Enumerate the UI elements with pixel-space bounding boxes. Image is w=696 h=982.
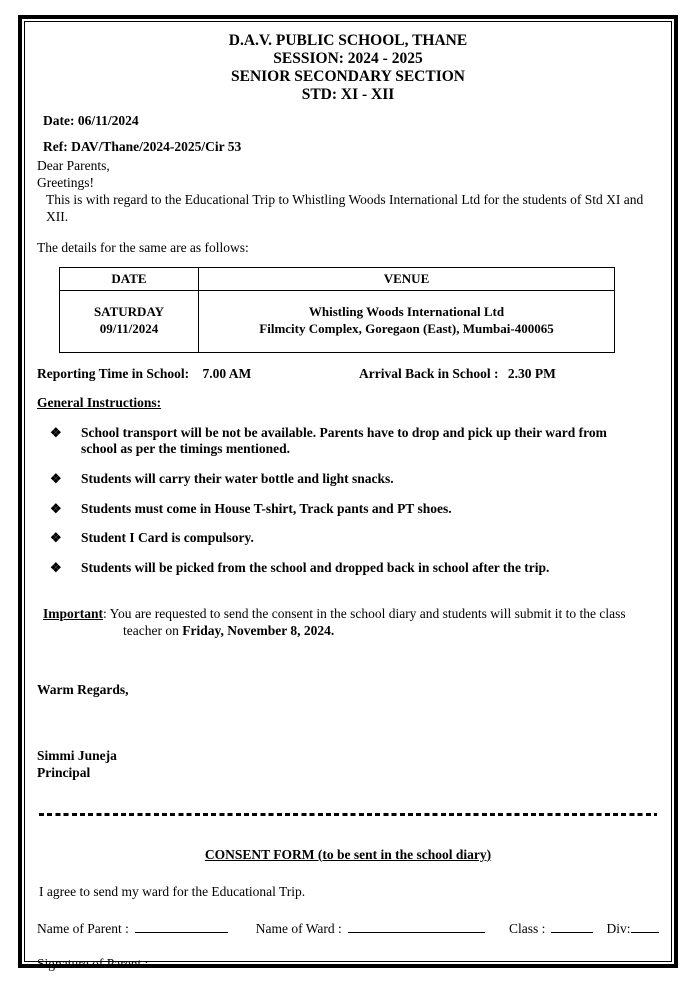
diamond-bullet-icon: ❖ [50, 530, 62, 546]
page-border-outer [18, 15, 678, 971]
signature-blank [154, 955, 335, 968]
timings-row [37, 366, 659, 383]
div-blank [631, 920, 659, 933]
trip-date-cell [60, 291, 199, 353]
reporting-time [37, 366, 359, 383]
signature-row [37, 955, 659, 973]
consent-agree-statement: I agree to send my ward for the Educational Trip. [39, 884, 306, 900]
regards-line: Warm Regards, [37, 682, 129, 698]
diamond-bullet-icon: ❖ [50, 500, 62, 516]
arrival-time-label: Arrival Back in School : [359, 366, 499, 382]
school-name: D.A.V. PUBLIC SCHOOL, THANE [228, 32, 468, 49]
trip-table [59, 267, 615, 353]
diamond-bullet-icon: ❖ [50, 560, 62, 576]
instructions-list [37, 425, 659, 577]
instruction-text: Student I Card is compulsory. [81, 530, 254, 546]
important-deadline: Friday, November 8, 2024. [182, 622, 335, 638]
important-label: Important [43, 605, 103, 621]
trip-date: 09/11/2024 [99, 321, 159, 337]
column-header-venue: VENUE [199, 268, 615, 291]
reporting-time-label: Reporting Time in School: [37, 366, 190, 382]
trip-day: SATURDAY [93, 304, 165, 320]
salutation: Dear Parents, [37, 158, 110, 174]
instruction-item [37, 471, 659, 488]
session-line: SESSION: 2024 - 2025 [273, 50, 423, 67]
instruction-text: Students will carry their water bottle and light snacks. [81, 470, 394, 486]
instruction-text: Students must come in House T-shirt, Track pants and PT shoes. [81, 500, 452, 516]
name-of-parent-blank [135, 920, 228, 933]
instruction-item [37, 501, 659, 518]
consent-fields-row [37, 920, 659, 938]
important-text: : You are requested to send the consent in the school diary and students will submit it to the class teacher on [103, 605, 626, 638]
class-blank [551, 920, 592, 933]
cut-line-separator [39, 813, 657, 816]
name-of-parent-label: Name of Parent : [37, 921, 129, 937]
instruction-item [37, 425, 659, 458]
general-instructions-title: General Instructions: [37, 394, 162, 410]
principal-name: Simmi Juneja [37, 748, 117, 764]
diamond-bullet-icon: ❖ [50, 424, 62, 440]
instruction-item [37, 560, 659, 577]
instruction-text: School transport will be not be available. Parents have to drop and pick up their ward from school as per the timings mentioned. [81, 424, 607, 457]
instruction-item [37, 530, 659, 547]
circular-date: Date: 06/11/2024 [43, 113, 139, 128]
letterhead [37, 32, 659, 103]
venue-name: Whistling Woods International Ltd [308, 304, 505, 320]
principal-designation: Principal [37, 764, 91, 780]
std-line: STD: XI - XII [301, 86, 395, 103]
page-border-inner [24, 21, 672, 971]
greeting: Greetings! [37, 175, 94, 191]
important-note [37, 606, 659, 639]
name-of-ward-blank [348, 920, 486, 933]
trip-table-header-row [60, 268, 615, 291]
column-header-date: DATE [60, 268, 199, 291]
diamond-bullet-icon: ❖ [50, 470, 62, 486]
reporting-time-value: 7.00 AM [202, 366, 252, 382]
trip-venue-cell [199, 291, 615, 353]
venue-address: Filmcity Complex, Goregaon (East), Mumbai-400065 [259, 321, 554, 337]
arrival-time-value: 2.30 PM [507, 366, 556, 382]
instruction-text: Students will be picked from the school and dropped back in school after the trip. [81, 560, 550, 576]
consent-form-title: CONSENT FORM (to be sent in the school diary) [204, 846, 492, 862]
div-label: Div: [606, 921, 631, 937]
circular-ref: Ref: DAV/Thane/2024-2025/Cir 53 [43, 138, 242, 154]
circular-content [37, 32, 659, 973]
intro-paragraph: This is with regard to the Educational Trip to Whistling Woods International Ltd for the students of Std XI and XII. [46, 191, 644, 224]
class-label: Class : [509, 921, 546, 937]
details-note: The details for the same are as follows: [37, 240, 249, 256]
arrival-time [359, 366, 556, 383]
signature-of-parent-label: Signature of Parent : [37, 955, 149, 971]
trip-table-row [60, 291, 615, 353]
section-line: SENIOR SECONDARY SECTION [230, 68, 465, 85]
name-of-ward-label: Name of Ward : [255, 921, 342, 937]
